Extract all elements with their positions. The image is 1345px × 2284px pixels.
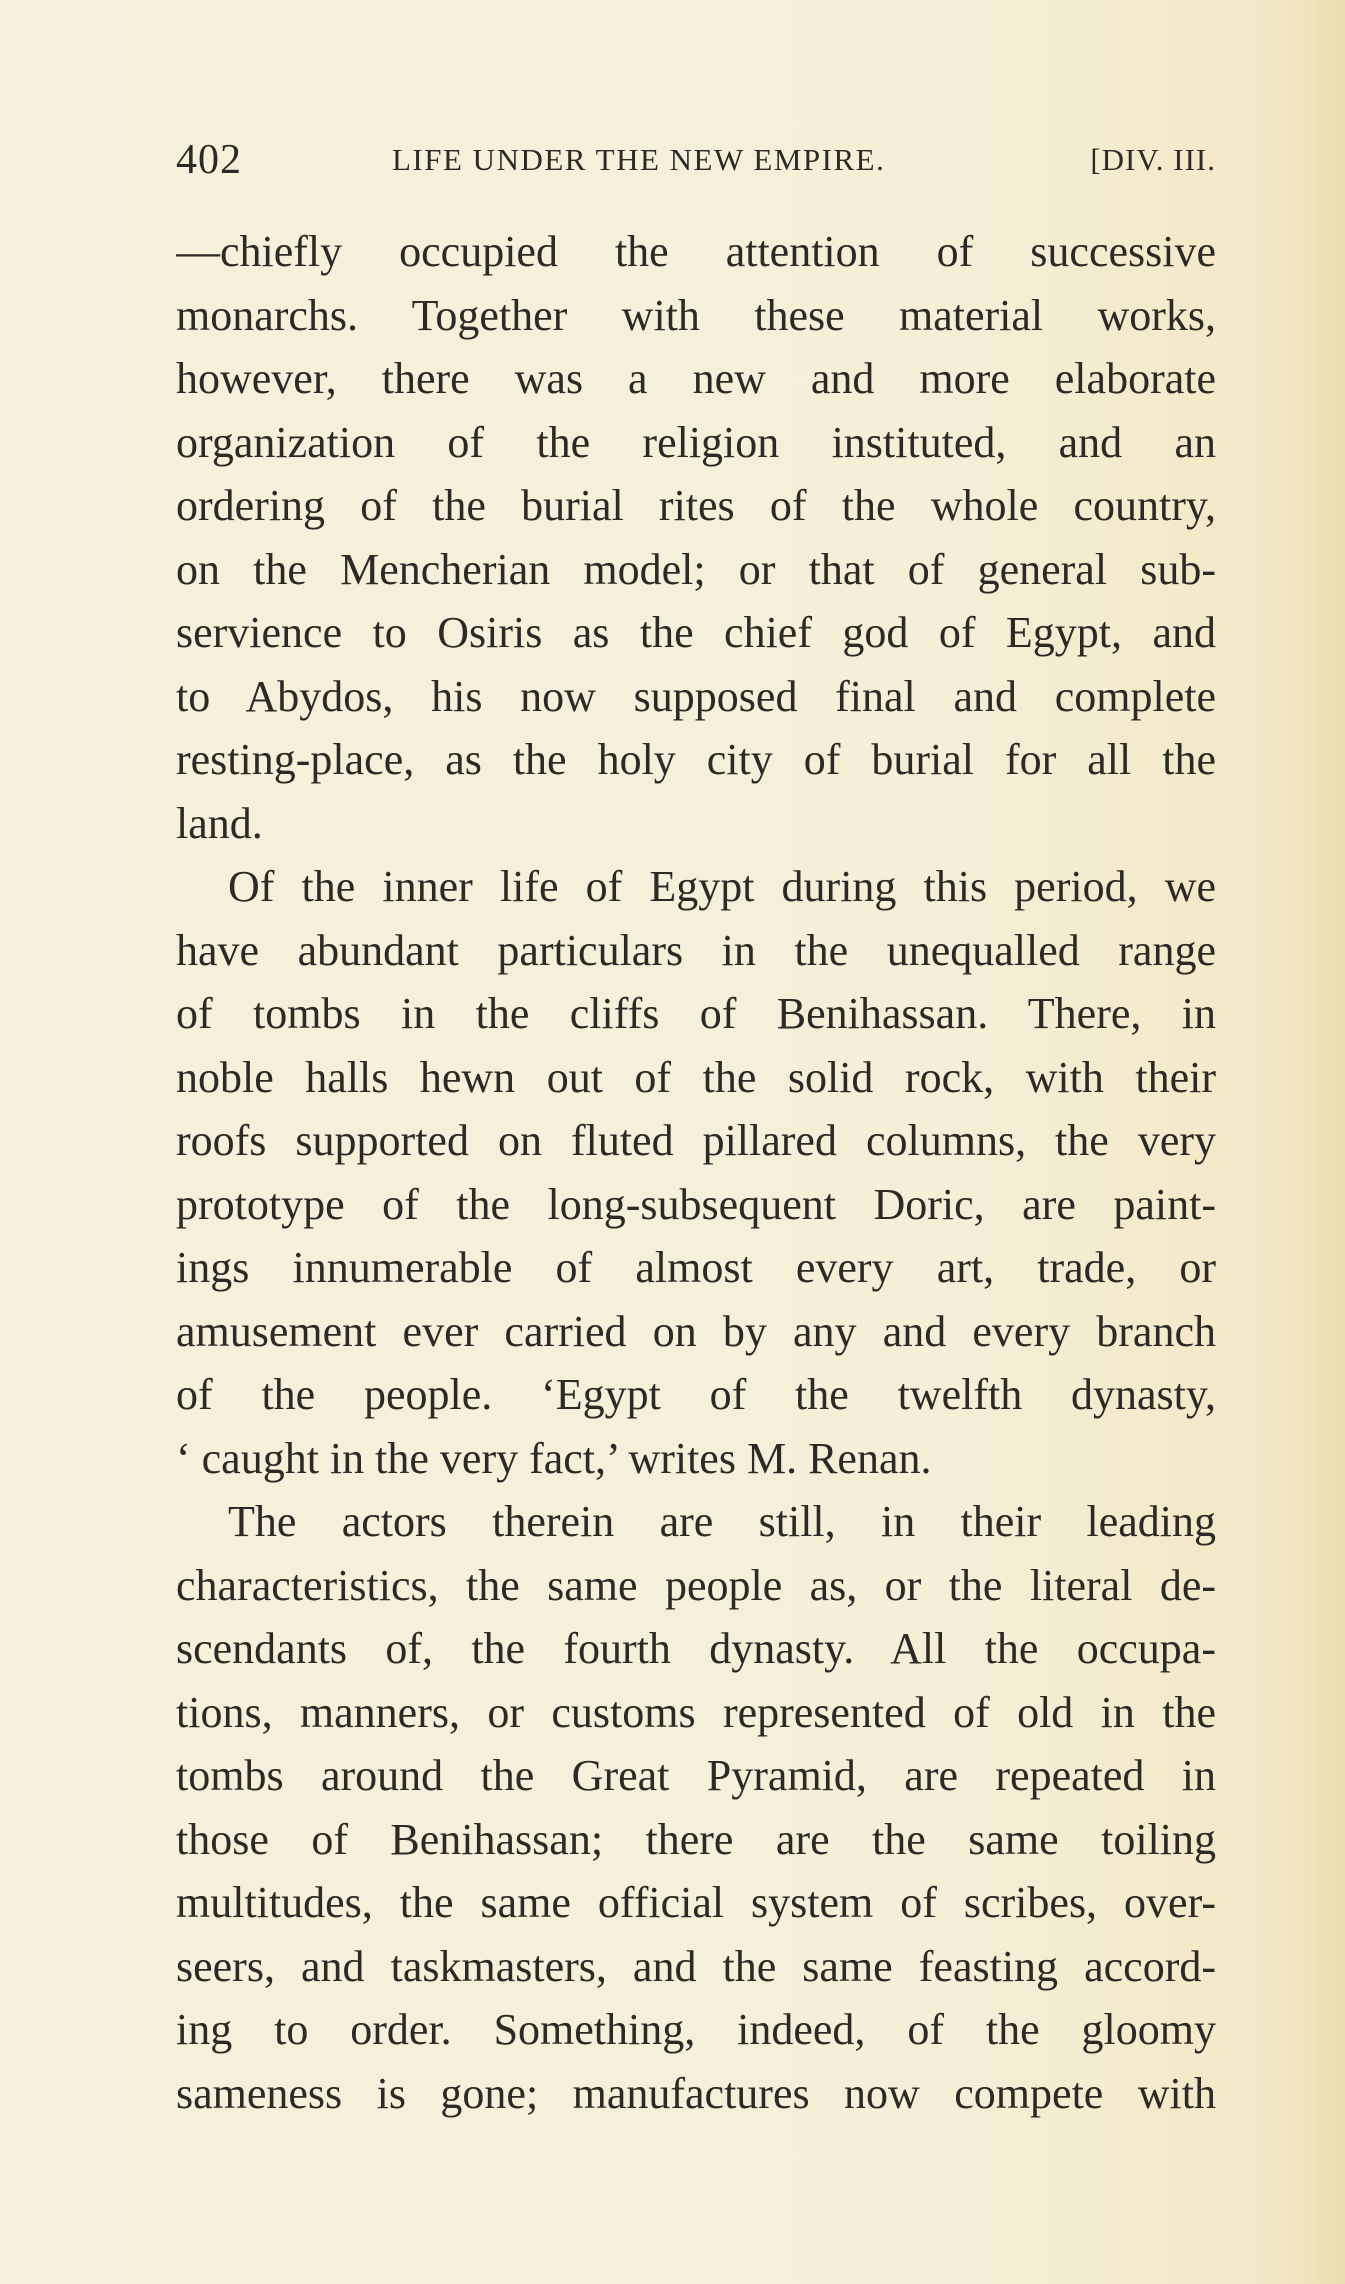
text-line: of tombs in the cliffs of Benihassan. There, in	[176, 989, 1216, 1038]
body-text	[176, 220, 1216, 2125]
text-line: ordering of the burial rites of the whole country,	[176, 481, 1216, 530]
text-line: tions, manners, or customs represented of old in the	[176, 1687, 1216, 1737]
text-line: ‘ caught in the very fact,’ writes M. Renan.	[176, 1433, 932, 1483]
paragraph-first-line: The actors therein are still, in their leading	[228, 1497, 1216, 1546]
text-line: have abundant particulars in the unequalled range	[176, 925, 1216, 975]
text-line: of the people. ‘Egypt of the twelfth dynasty,	[176, 1370, 1216, 1419]
text-line: amusement ever carried on by any and every branch	[176, 1306, 1216, 1356]
text-line: ing to order. Something, indeed, of the gloomy	[176, 2005, 1216, 2054]
text-line: land.	[176, 798, 263, 848]
text-line: sameness is gone; manufactures now compete with	[176, 2068, 1216, 2118]
text-line: however, there was a new and more elaborate	[176, 354, 1216, 403]
page-number: 402	[176, 137, 242, 183]
text-line: prototype of the long-subsequent Doric, are paint-	[176, 1179, 1216, 1229]
text-line: multitudes, the same official system of scribes, over-	[176, 1878, 1216, 1927]
text-line: ings innumerable of almost every art, trade, or	[176, 1243, 1216, 1292]
text-line: noble halls hewn out of the solid rock, with their	[176, 1052, 1216, 1102]
running-title: LIFE UNDER THE NEW EMPIRE.	[392, 142, 886, 177]
text-line: seers, and taskmasters, and the same feasting accord-	[176, 1941, 1216, 1991]
text-line: organization of the religion instituted, and an	[176, 417, 1216, 467]
division-marker: [DIV. III.	[1090, 142, 1216, 177]
running-head	[176, 135, 1216, 185]
paragraph-first-line: Of the inner life of Egypt during this period, we	[228, 862, 1216, 911]
text-line: roofs supported on fluted pillared columns, the very	[176, 1116, 1216, 1165]
text-line: those of Benihassan; there are the same toiling	[176, 1814, 1216, 1864]
text-line: monarchs. Together with these material works,	[176, 290, 1216, 340]
text-line: —chiefly occupied the attention of successive	[176, 227, 1216, 276]
text-line: servience to Osiris as the chief god of Egypt, and	[176, 608, 1216, 657]
text-line: on the Mencherian model; or that of general sub-	[176, 544, 1216, 594]
text-line: resting-place, as the holy city of burial for all the	[176, 735, 1216, 784]
text-line: to Abydos, his now supposed final and complete	[176, 671, 1216, 721]
text-line: characteristics, the same people as, or the literal de-	[176, 1560, 1216, 1610]
page-edge-shading	[1285, 0, 1345, 2284]
text-line: scendants of, the fourth dynasty. All the occupa-	[176, 1624, 1216, 1673]
text-line: tombs around the Great Pyramid, are repeated in	[176, 1751, 1216, 1800]
